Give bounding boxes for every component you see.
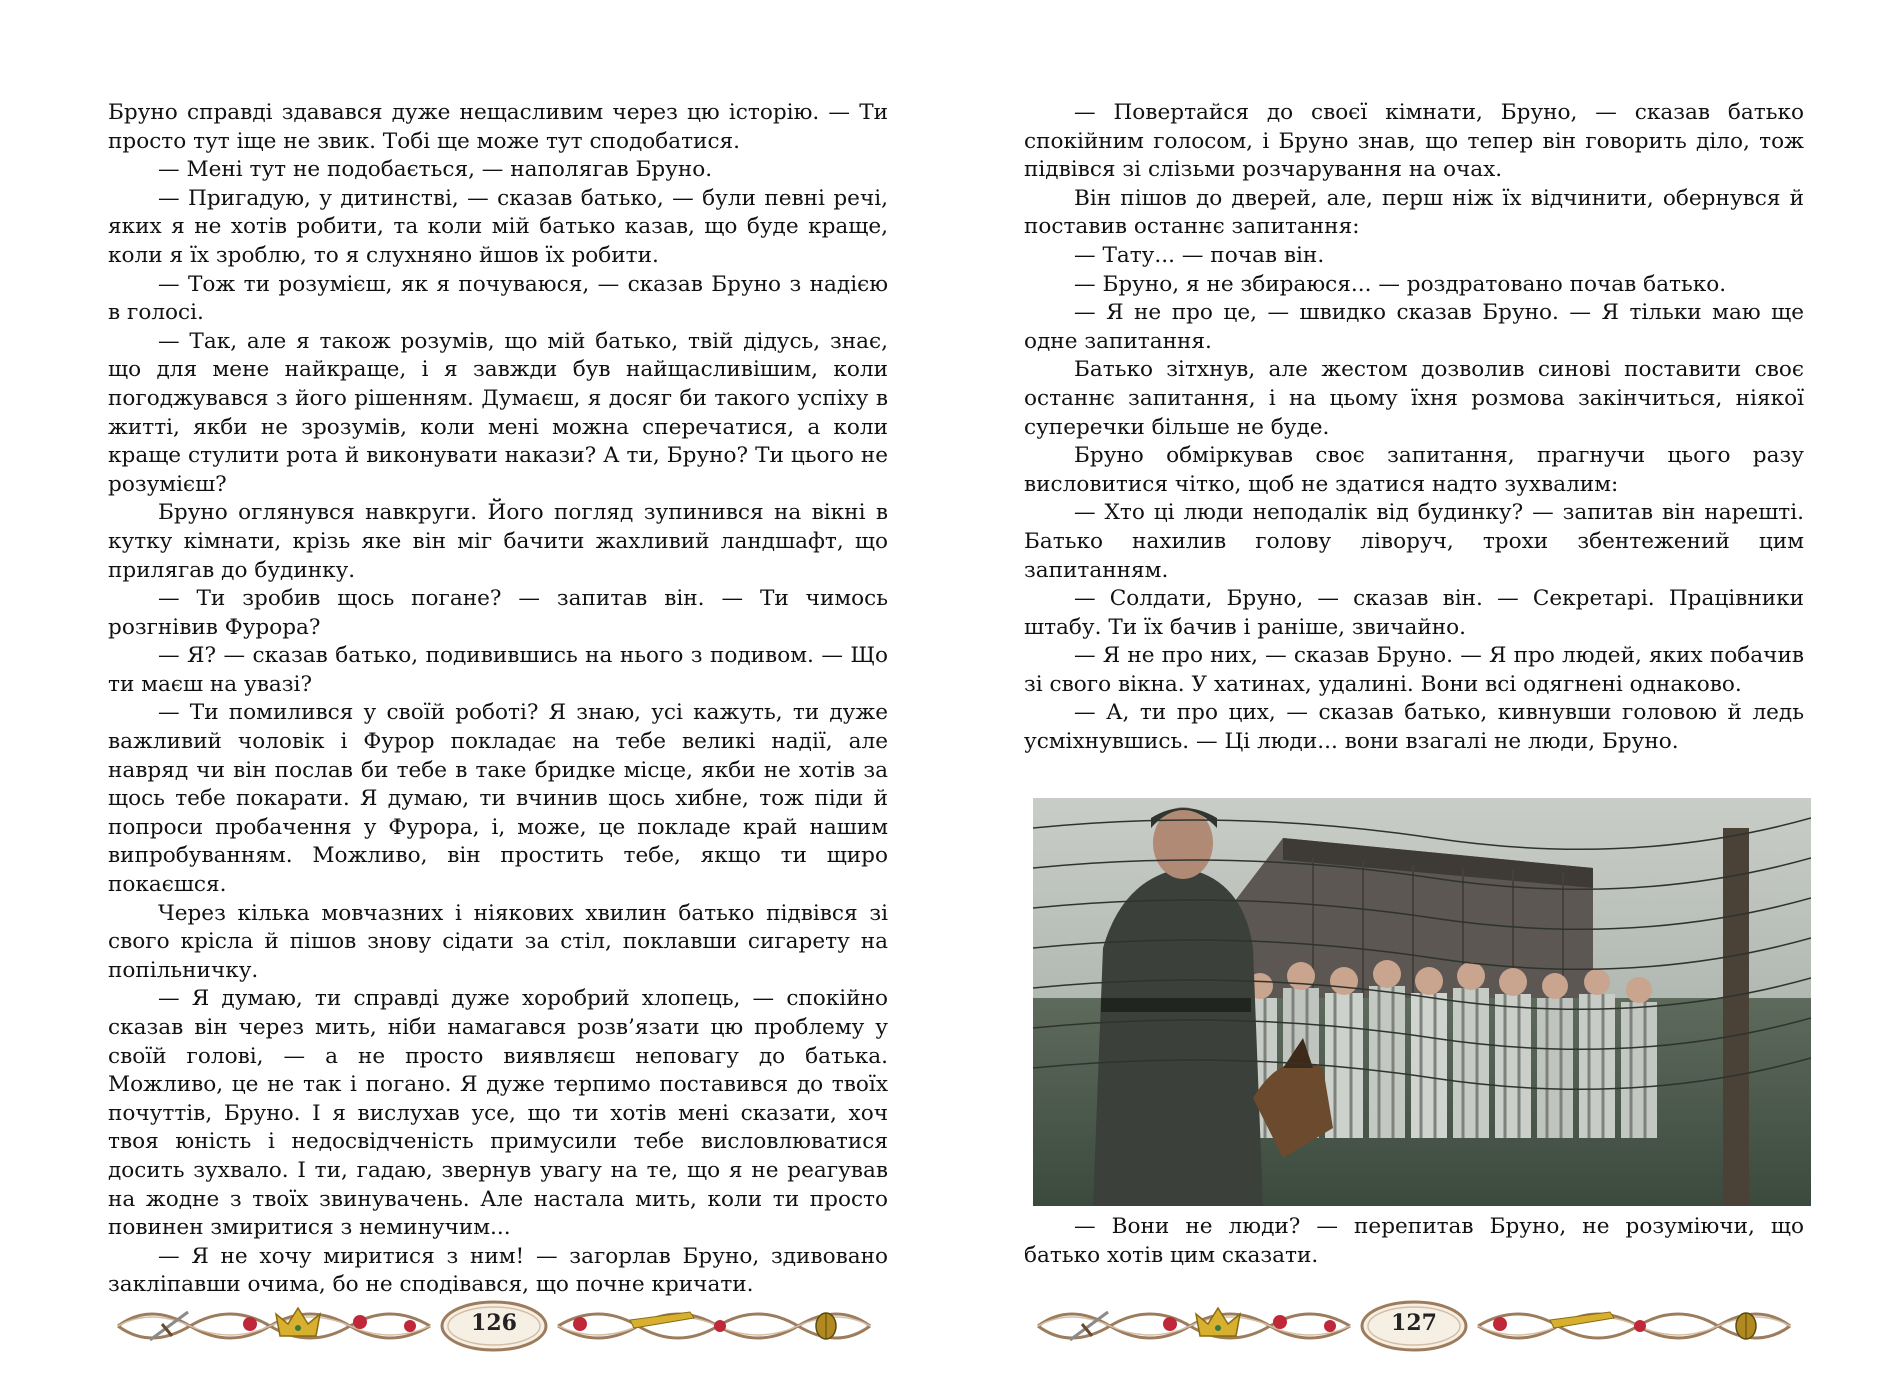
paragraph: — Ти зробив щось погане? — запитав він. — Ти чимось розгнівив Фурора? — [108, 586, 888, 640]
paragraph: — Вони не люди? — перепитав Бруно, не розуміючи, що батько хотів цим сказати. — [1024, 1214, 1804, 1268]
paragraph: — Я не про них, — сказав Бруно. — Я про людей, яких побачив зі свого вікна. У хатинах, удалині. Вони всі одягнені однаково. — [1024, 643, 1804, 697]
ornament-border — [1030, 1296, 1798, 1356]
crown-icon — [276, 1308, 320, 1336]
paragraph: — Ти помилився у своїй роботі? Я знаю, усі кажуть, ти дуже важливий чоловік і Фурор покладає на тебе великі надії, але навряд чи він послав би тебе в таке бридке місце, якби не хотів за щось тебе покарати. Я думаю, ти вчинив щось хибне, тож піди й попроси пробачення у Фурора, і, може, це покладе край нашим випробуванням. Можливо, він простить тебе, якщо ти щиро покаєшся. — [108, 700, 888, 898]
paragraph: Він пішов до дверей, але, перш ніж їх відчинити, обернувся й поставив останнє запитання: — [1024, 185, 1804, 240]
paragraph: — Бруно, я не збираюся... — роздратовано почав батько. — [1074, 271, 1727, 297]
paragraph: Через кілька мовчазних і ніякових хвилин батько підвівся зі свого крісла й пішов знову сідати за стіл, поклавши сигарету на попільничку. — [108, 900, 888, 983]
paragraph: — Повертайся до своєї кімнати, Бруно, — сказав батько спокійним голосом, і Бруно знав, що тепер він говорить діло, тож підвівся зі слізьми розчарування на очах. — [1024, 100, 1804, 183]
after-photo-text — [1024, 1213, 1804, 1270]
paragraph: — Я думаю, ти справді дуже хоробрий хлопець, — спокійно сказав він через мить, ніби намагався розв’язати цю проблему у своїй голові, — а не просто виявляєш неповагу до батька. Можливо, це не так і погано. Я дуже терпимо поставився до твоїх почуттів, Бруно. І я вислухав усе, що ти хотів мені сказати, хоч твоя юність і недосвідченість примусили тебе висловлюватися досить зухвало. І ти, гадаю, звернув увагу на те, що я не реагував на жодне з твоїх звинувачень. Але настала мить, коли ти просто повинен змиритися з неминучим... — [108, 986, 888, 1241]
paragraph: Бруно справді здавався дуже нещасливим через цю історію. — Ти просто тут іще не звик. Тобі ще може тут сподобатися. — [108, 100, 888, 154]
paragraph: — Я? — сказав батько, подивившись на нього з подивом. — Що ти маєш на увазі? — [108, 643, 888, 697]
crown-icon — [1196, 1308, 1240, 1336]
paragraph: — Так, але я також розумів, що мій батько, твій дідусь, знає, що для мене найкраще, і я завжди був найщасливішим, коли погоджувався з його рішенням. Думаєш, я досяг би такого успіху в житті, якби не зрозумів, коли мені можна сперечатися, а коли краще стулити рота й виконувати накази? А ти, Бруно? Ти цього не розумієш? — [108, 328, 888, 497]
paragraph: Бруно оглянувся навкруги. Його погляд зупинився на вікні в кутку кімнати, крізь яке він міг бачити жахливий ландшафт, що прилягав до будинку. — [108, 500, 888, 583]
paragraph: — А, ти про цих, — сказав батько, кивнувши головою й ледь усміхнувшись. — Ці люди... вони взагалі не люди, Бруно. — [1024, 700, 1804, 755]
paragraph: Бруно обміркував своє запитання, прагнучи цього разу висловитися чітко, щоб не здатися надто зухвалим: — [1024, 443, 1804, 497]
paragraph: — Солдати, Бруно, — сказав він. — Секретарі. Працівники штабу. Ти їх бачив і раніше, звичайно. — [1024, 586, 1804, 640]
right-page — [952, 0, 1904, 1400]
page-number: 126 — [471, 1310, 517, 1336]
paragraph: — Мені тут не подобається, — наполягав Бруно. — [158, 157, 713, 183]
paragraph: — Хто ці люди неподалік від будинку? — запитав він нарешті. Батько нахилив голову ліворуч, трохи збентежений цим запитанням. — [1024, 500, 1804, 583]
beetle-icon — [816, 1313, 836, 1339]
paragraph: — Пригадую, у дитинстві, — сказав батько, — були певні речі, яких я не хотів робити, та коли мій батько казав, що буде краще, коли я їх зроблю, то я слухняно йшов їх робити. — [108, 185, 888, 268]
paragraph: — Тож ти розумієш, як я почуваюся, — сказав Бруно з надією в голосі. — [108, 271, 888, 326]
paragraph: Батько зітхнув, але жестом дозволив синові поставити своє останнє запитання, і на цьому їхня розмова закінчиться, ніякої суперечки більше не буде. — [1024, 357, 1804, 440]
paragraph: — Я не хочу миритися з ним! — загорлав Бруно, здивовано закліпавши очима, бо не сподівався, що почне кричати. — [108, 1243, 888, 1298]
rose-icon — [714, 1320, 726, 1332]
right-page-text — [1024, 99, 1804, 757]
paragraph: — Тату... — почав він. — [1074, 242, 1325, 268]
paragraph: — Я не про це, — швидко сказав Бруно. — Я тільки маю ще одне запитання. — [1024, 300, 1804, 354]
beetle-icon — [1736, 1313, 1756, 1339]
ornament-border — [110, 1296, 878, 1356]
film-still-photo — [1033, 798, 1811, 1206]
left-page-text — [108, 99, 888, 1300]
page-number: 127 — [1391, 1310, 1437, 1336]
